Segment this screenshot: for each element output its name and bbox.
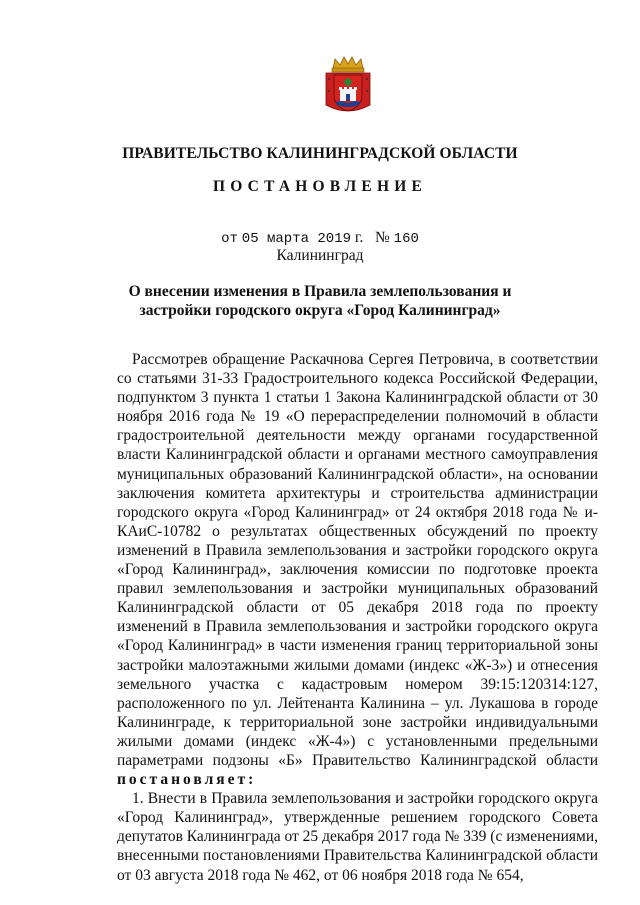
paragraph-item-1: 1. Внести в Правила землепользования и застройки городского округа «Город Калининград», утвержденные решением городского Совета депутатов Калининграда от 25 декабря 2017 года № 339 (с изменениями, внесенными постановлениями Правительства Калининградской области от 03 августа 2018 года № 462, от 06 ноября 2018 года № 654, [117,790,598,884]
preamble-text: Рассмотрев обращение Раскачнова Сергея Петровича, в соответствии со статьями 31-33 Градостроительного кодекса Российской Федерации, подпунктом 3 пункта 1 статьи 1 Закона Калининградской области от 30 ноября 2016 года № 19 «О перераспределении полномочий в области градостроительной деятельности между органами государственной власти Калининградской области и органами местного самоуправления муниципальных образований Калининградской области», на основании заключения комитета архитектуры и строительства администрации городского округа «Город Калининград» от 24 октября 2018 года № и-КАиС-10782 о результатах общественных обсуждений по проекту изменений в Правила землепользования и застройки городского округа «Город Калининград», заключения комиссии по подготовке проекта правил землепользования и застройки муниципальных образований Калининградской области от 05 декабря 2018 года по проекту изменений в Правила землепользования и застройки городского округа «Город Калининград» в части изменения границ территориальной зоны застройки малоэтажными жилыми домами (индекс «Ж-3») и отнесения земельного участка с кадастровым номером 39:15:120314:127, расположенного по ул. Лейтенанта Калинина – ул. Лукашова в городе Калининграде, к территориальной зоне застройки индивидуальными жилыми домами (индекс «Ж-4») с установленными предельными параметрами подзоны «Б» Правительство Калининградской области [117,351,598,769]
organization-name: ПРАВИТЕЛЬСТВО КАЛИНИНГРАДСКОЙ ОБЛАСТИ [122,145,518,162]
city-name: Калининград [276,247,364,264]
resolves-word: постановляет: [117,771,257,789]
kaliningrad-coat-of-arms-icon [323,55,373,115]
document-title: О внесении изменения в Правила землепользования и застройки городского округа «Город Калининград» [128,283,512,319]
document-date: 05 марта 2019 [241,231,352,247]
document-body [117,350,598,885]
date-prefix: от [221,231,238,247]
number-sign: № [375,229,390,246]
date-suffix: г. [354,229,364,246]
document-number: 160 [393,231,419,247]
document-type: ПОСТАНОВЛЕНИЕ [212,178,428,195]
date-number-line [0,229,640,247]
paragraph-preamble [117,350,598,789]
